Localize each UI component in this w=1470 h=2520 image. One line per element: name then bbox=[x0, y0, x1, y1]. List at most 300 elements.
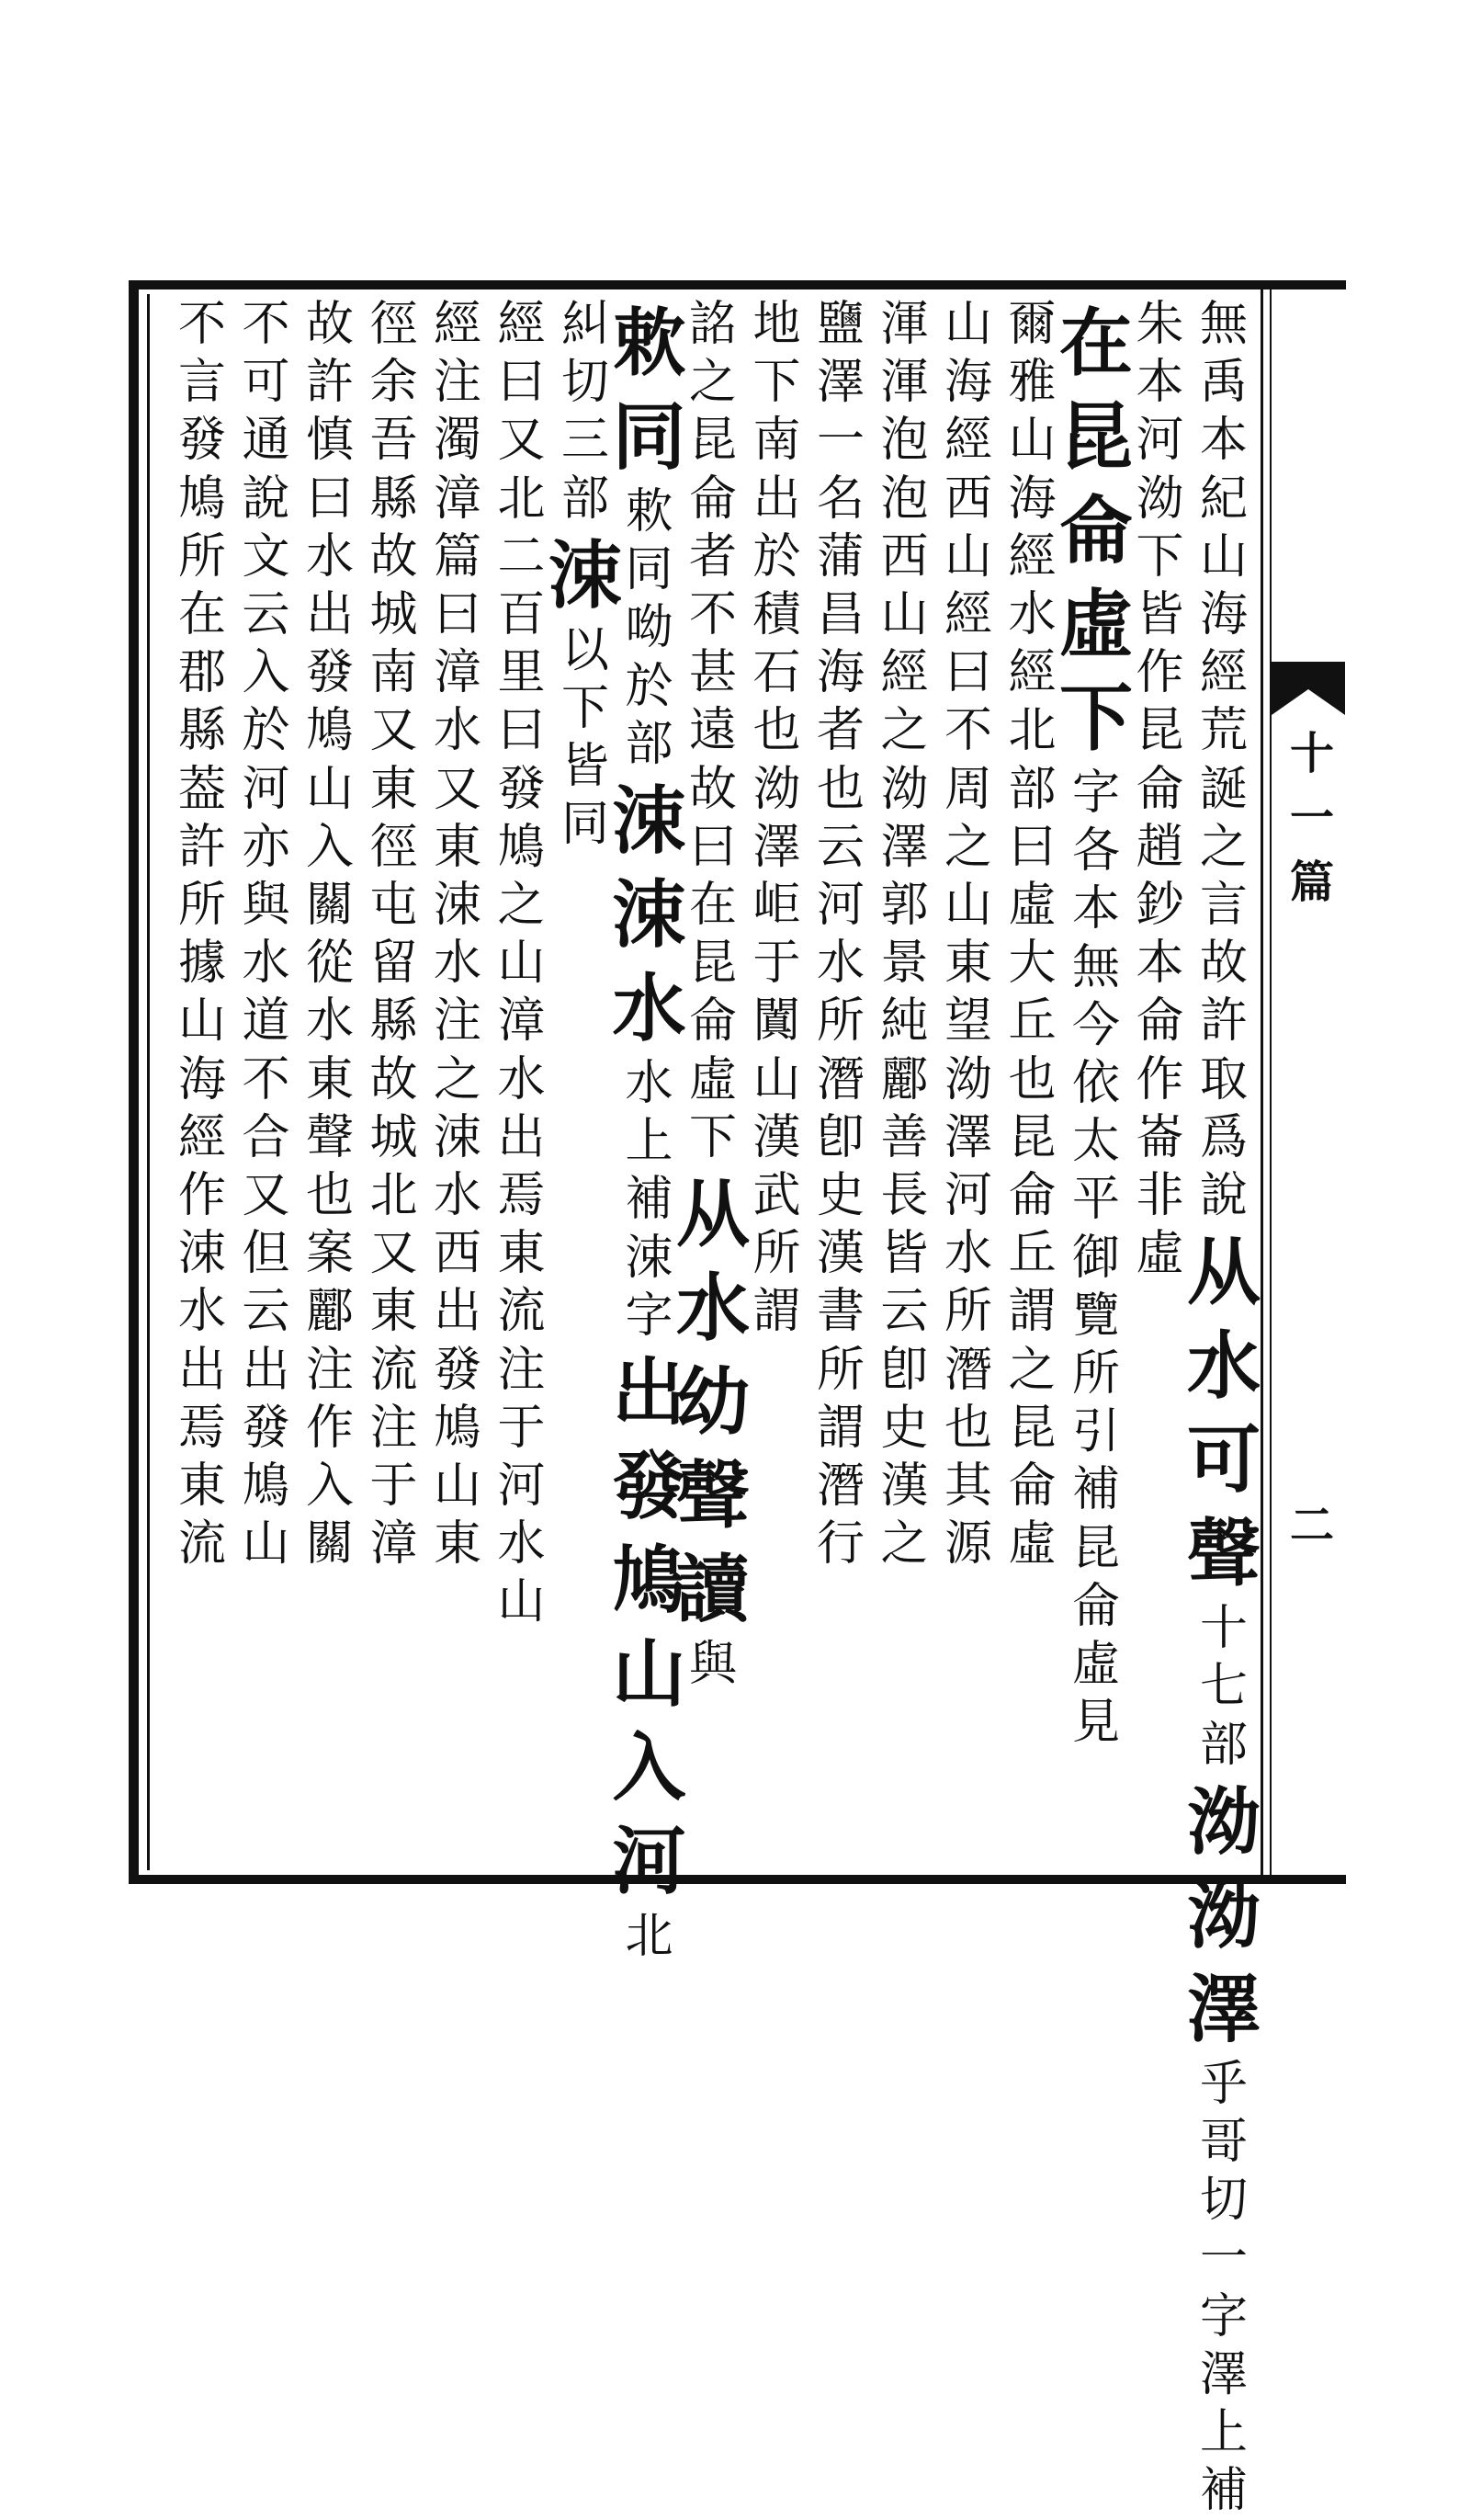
text-char: 水 bbox=[625, 1056, 673, 1112]
text-char: 出 bbox=[752, 471, 801, 527]
text-char: 泡 bbox=[880, 471, 929, 527]
text-char: 不 bbox=[242, 297, 290, 352]
text-char: 渾 bbox=[880, 297, 929, 352]
text-char: 北 bbox=[625, 1909, 673, 1965]
text-char: 漳 bbox=[433, 645, 481, 701]
headword-char: 下 bbox=[1059, 675, 1133, 761]
text-char: 經 bbox=[944, 413, 992, 469]
text-char: 潛 bbox=[816, 1051, 865, 1107]
text-char: 山 bbox=[880, 587, 929, 643]
text-char: 大 bbox=[1008, 936, 1057, 992]
text-char: 七 bbox=[1199, 1659, 1248, 1715]
text-char: 蒲 bbox=[816, 528, 865, 585]
text-char: 昆 bbox=[688, 413, 737, 469]
text-char: 昆 bbox=[688, 936, 737, 992]
text-char: 合 bbox=[242, 1109, 290, 1165]
text-char: 發 bbox=[242, 1400, 290, 1456]
fishtail-mark-icon bbox=[1272, 662, 1345, 715]
text-char: 也 bbox=[305, 1168, 354, 1224]
text-char: 曰 bbox=[497, 355, 546, 411]
text-char: 經 bbox=[1008, 528, 1057, 585]
text-column bbox=[1131, 296, 1190, 1283]
text-char: 同 bbox=[560, 797, 609, 853]
text-char: 焉 bbox=[497, 1168, 546, 1224]
text-char: 曰 bbox=[497, 703, 546, 759]
text-char: 涑 bbox=[625, 1230, 673, 1286]
text-char: 覽 bbox=[1071, 1288, 1120, 1344]
headword-char: 虛 bbox=[1059, 581, 1133, 667]
headword-char: 欶 bbox=[612, 300, 686, 386]
text-char: 吾 bbox=[369, 413, 418, 469]
text-char: 所 bbox=[816, 1342, 865, 1398]
text-char: 從 bbox=[305, 936, 354, 992]
text-column bbox=[428, 296, 487, 1573]
text-char: 史 bbox=[880, 1400, 929, 1456]
text-char: 所 bbox=[944, 1284, 992, 1340]
text-char: 又 bbox=[369, 1226, 418, 1282]
text-char: 流 bbox=[177, 1516, 226, 1572]
text-char: 言 bbox=[177, 355, 226, 411]
text-char: 本 bbox=[1071, 881, 1120, 937]
text-column bbox=[876, 296, 934, 1573]
text-char: 縣 bbox=[369, 993, 418, 1050]
text-char: 河 bbox=[1136, 413, 1184, 469]
text-char: 下 bbox=[752, 355, 801, 411]
text-char: 侖 bbox=[1136, 993, 1184, 1050]
text-char: 澤 bbox=[880, 819, 929, 875]
headword-char: 同 bbox=[612, 393, 686, 480]
text-char: 許 bbox=[1199, 993, 1248, 1050]
text-char: 下 bbox=[560, 681, 609, 737]
text-char: 書 bbox=[816, 1284, 865, 1340]
text-column bbox=[1059, 296, 1133, 1752]
text-char: 曰 bbox=[305, 471, 354, 527]
text-char: 又 bbox=[433, 761, 481, 817]
text-char: 鳩 bbox=[177, 471, 226, 527]
text-char: 關 bbox=[305, 878, 354, 934]
text-char: 本 bbox=[1136, 936, 1184, 992]
text-char: 經 bbox=[433, 297, 481, 352]
text-char: 南 bbox=[752, 413, 801, 469]
text-char: 通 bbox=[242, 413, 290, 469]
text-char: 泑 bbox=[944, 1051, 992, 1107]
text-char: 無 bbox=[1071, 939, 1120, 995]
text-char: 趙 bbox=[1136, 819, 1184, 875]
text-char: 山 bbox=[305, 761, 354, 817]
text-char: 鳩 bbox=[242, 1459, 290, 1515]
text-char: 在 bbox=[688, 878, 737, 934]
text-char: 注 bbox=[433, 355, 481, 411]
text-char: 岠 bbox=[752, 878, 801, 934]
text-char: 皆 bbox=[880, 1226, 929, 1282]
text-char: 云 bbox=[880, 1284, 929, 1340]
text-char: 澤 bbox=[752, 819, 801, 875]
text-char: 一 bbox=[816, 413, 865, 469]
text-char: 潛 bbox=[944, 1342, 992, 1398]
headword-char: 侖 bbox=[1059, 487, 1133, 573]
text-char: 發 bbox=[433, 1342, 481, 1398]
text-char: 之 bbox=[880, 703, 929, 759]
text-char: 鳩 bbox=[433, 1400, 481, 1456]
text-char: 泑 bbox=[1136, 471, 1184, 527]
text-column bbox=[939, 296, 998, 1573]
text-char: 之 bbox=[944, 819, 992, 875]
text-char: 武 bbox=[752, 1168, 801, 1224]
text-char: 見 bbox=[1071, 1695, 1120, 1751]
text-char: 入 bbox=[305, 1459, 354, 1515]
text-char: 北 bbox=[1008, 703, 1057, 759]
text-column bbox=[548, 296, 622, 855]
text-char: 丘 bbox=[1008, 1226, 1057, 1282]
text-char: 以 bbox=[560, 622, 609, 678]
text-char: 所 bbox=[816, 993, 865, 1050]
inner-border-line bbox=[147, 294, 150, 1870]
text-char: 皆 bbox=[1136, 587, 1184, 643]
text-char: 故 bbox=[369, 528, 418, 585]
text-char: 注 bbox=[497, 1342, 546, 1398]
text-char: 許 bbox=[305, 355, 354, 411]
text-char: 出 bbox=[242, 1342, 290, 1398]
text-char: 鳩 bbox=[497, 819, 546, 875]
text-char: 河 bbox=[497, 1459, 546, 1515]
text-char: 地 bbox=[752, 297, 801, 352]
text-char: 欶 bbox=[625, 484, 673, 539]
text-char: 據 bbox=[177, 936, 226, 992]
text-char: 慎 bbox=[305, 413, 354, 469]
text-char: 水 bbox=[1008, 587, 1057, 643]
text-char: 漳 bbox=[433, 471, 481, 527]
text-char: 關 bbox=[305, 1516, 354, 1572]
text-char: 昌 bbox=[816, 587, 865, 643]
headword-char: 从 bbox=[1187, 1229, 1261, 1316]
text-char: 又 bbox=[497, 413, 546, 469]
text-char: 澤 bbox=[1199, 2346, 1248, 2402]
text-char: 涑 bbox=[433, 1109, 481, 1165]
text-char: 西 bbox=[880, 528, 929, 585]
headword-char: 涑 bbox=[548, 531, 622, 619]
text-char: 縣 bbox=[177, 703, 226, 759]
text-char: 里 bbox=[497, 645, 546, 701]
text-column bbox=[1003, 296, 1062, 1573]
text-char: 云 bbox=[816, 819, 865, 875]
text-char: 行 bbox=[816, 1516, 865, 1572]
text-char: 南 bbox=[369, 645, 418, 701]
margin-title-char: 篇 bbox=[1289, 857, 1334, 908]
text-char: 經 bbox=[1199, 645, 1248, 701]
text-char: 經 bbox=[1008, 645, 1057, 701]
text-char: 也 bbox=[1008, 1051, 1057, 1107]
text-char: 水 bbox=[242, 936, 290, 992]
text-char: 徑 bbox=[369, 819, 418, 875]
text-char: 山 bbox=[177, 993, 226, 1050]
headword-char: 山 bbox=[612, 1630, 686, 1718]
text-char: 海 bbox=[177, 1051, 226, 1107]
text-char: 東 bbox=[944, 936, 992, 992]
margin-title-char: 一 bbox=[1289, 792, 1334, 844]
text-char: 酈 bbox=[880, 1051, 929, 1107]
text-char: 發 bbox=[177, 413, 226, 469]
text-char: 其 bbox=[944, 1459, 992, 1515]
text-char: 各 bbox=[1071, 823, 1120, 880]
text-char: 侖 bbox=[1136, 761, 1184, 817]
text-char: 三 bbox=[560, 413, 609, 469]
headword-char: 可 bbox=[1187, 1416, 1261, 1504]
text-char: 泡 bbox=[880, 413, 929, 469]
text-char: 純 bbox=[880, 993, 929, 1050]
text-char: 虛 bbox=[1071, 1637, 1120, 1693]
text-char: 於 bbox=[752, 528, 801, 585]
headword-char: 發 bbox=[612, 1443, 686, 1530]
text-char: 一 bbox=[1199, 2231, 1248, 2287]
text-char: 昆 bbox=[1008, 1109, 1057, 1165]
text-char: 山 bbox=[497, 936, 546, 992]
text-char: 郡 bbox=[177, 645, 226, 701]
text-char: 謂 bbox=[752, 1284, 801, 1340]
text-column bbox=[300, 296, 359, 1573]
text-char: 徑 bbox=[369, 297, 418, 352]
text-char: 也 bbox=[752, 703, 801, 759]
headword-char: 从 bbox=[676, 1171, 750, 1258]
text-char: 荒 bbox=[1199, 703, 1248, 759]
text-char: 遠 bbox=[688, 703, 737, 759]
text-char: 曰 bbox=[944, 645, 992, 701]
text-char: 依 bbox=[1071, 1056, 1120, 1112]
text-char: 故 bbox=[369, 1051, 418, 1107]
text-char: 可 bbox=[242, 355, 290, 411]
text-char: 在 bbox=[177, 587, 226, 643]
text-char: 之 bbox=[1199, 819, 1248, 875]
text-char: 補 bbox=[1071, 1462, 1120, 1518]
margin-title-char: 十 bbox=[1289, 728, 1334, 779]
headword-char: 昆 bbox=[1059, 393, 1133, 480]
headword-char: 涑 bbox=[612, 778, 686, 865]
text-char: 海 bbox=[816, 645, 865, 701]
headword-char: 出 bbox=[612, 1349, 686, 1436]
text-char: 出 bbox=[177, 1342, 226, 1398]
text-char: 上 bbox=[625, 1114, 673, 1170]
text-char: 涑 bbox=[177, 1226, 226, 1282]
text-char: 丘 bbox=[1008, 993, 1057, 1050]
headword-char: 在 bbox=[1059, 300, 1133, 386]
headword-char: 河 bbox=[612, 1818, 686, 1905]
text-char: 東 bbox=[369, 761, 418, 817]
text-char: 字 bbox=[625, 1288, 673, 1344]
text-char: 本 bbox=[1136, 355, 1184, 411]
text-char: 留 bbox=[369, 936, 418, 992]
text-char: 河 bbox=[944, 1168, 992, 1224]
text-char: 經 bbox=[177, 1109, 226, 1165]
headword-char: 涑 bbox=[612, 871, 686, 959]
text-char: 發 bbox=[305, 645, 354, 701]
text-char: 山 bbox=[242, 1516, 290, 1572]
headword-char: 聲 bbox=[1187, 1510, 1261, 1597]
text-column bbox=[676, 296, 750, 1694]
text-char: 之 bbox=[433, 1051, 481, 1107]
text-char: 水 bbox=[433, 1168, 481, 1224]
text-char: 之 bbox=[497, 878, 546, 934]
headword-char: 水 bbox=[1187, 1322, 1261, 1410]
text-char: 不 bbox=[688, 587, 737, 643]
text-char: 又 bbox=[242, 1168, 290, 1224]
text-char: 海 bbox=[944, 355, 992, 411]
text-char: 入 bbox=[242, 645, 290, 701]
text-char: 注 bbox=[305, 1342, 354, 1398]
text-char: 海 bbox=[1199, 587, 1248, 643]
text-char: 鹽 bbox=[816, 297, 865, 352]
text-char: 經 bbox=[944, 587, 992, 643]
text-char: 不 bbox=[177, 297, 226, 352]
text-char: 河 bbox=[816, 878, 865, 934]
text-char: 渾 bbox=[880, 355, 929, 411]
text-char: 二 bbox=[497, 528, 546, 585]
text-char: 侖 bbox=[1008, 1459, 1057, 1515]
text-char: 聲 bbox=[305, 1109, 354, 1165]
headword-char: 泑 bbox=[1187, 1871, 1261, 1958]
text-char: 非 bbox=[1136, 1168, 1184, 1224]
text-char: 經 bbox=[497, 297, 546, 352]
text-char: 出 bbox=[305, 587, 354, 643]
text-char: 之 bbox=[880, 1516, 929, 1572]
text-char: 又 bbox=[369, 703, 418, 759]
text-char: 之 bbox=[1008, 1342, 1057, 1398]
text-char: 東 bbox=[433, 819, 481, 875]
text-char: 東 bbox=[433, 1516, 481, 1572]
text-char: 昆 bbox=[1136, 703, 1184, 759]
text-char: 虛 bbox=[1136, 1226, 1184, 1282]
text-char: 謂 bbox=[1008, 1284, 1057, 1340]
text-char: 云 bbox=[242, 587, 290, 643]
text-char: 皆 bbox=[560, 739, 609, 795]
text-char: 泑 bbox=[880, 761, 929, 817]
text-column bbox=[237, 296, 296, 1573]
text-char: 長 bbox=[880, 1168, 929, 1224]
text-char: 于 bbox=[752, 936, 801, 992]
text-char: 與 bbox=[688, 1637, 737, 1693]
text-char: 侖 bbox=[1008, 1168, 1057, 1224]
text-char: 焉 bbox=[177, 1400, 226, 1456]
text-char: 水 bbox=[433, 936, 481, 992]
text-char: 故 bbox=[688, 761, 737, 817]
text-char: 說 bbox=[242, 471, 290, 527]
text-char: 山 bbox=[433, 1459, 481, 1515]
text-char: 葢 bbox=[177, 761, 226, 817]
text-char: 切 bbox=[560, 355, 609, 411]
text-char: 部 bbox=[560, 471, 609, 527]
text-char: 鈔 bbox=[1136, 878, 1184, 934]
text-char: 乎 bbox=[1199, 2056, 1248, 2112]
text-char: 部 bbox=[1199, 1717, 1248, 1773]
text-char: 卽 bbox=[816, 1109, 865, 1165]
text-char: 作 bbox=[1136, 1051, 1184, 1107]
headword-char: 水 bbox=[612, 965, 686, 1052]
text-char: 縣 bbox=[369, 471, 418, 527]
text-char: 切 bbox=[1199, 2173, 1248, 2229]
text-char: 許 bbox=[177, 819, 226, 875]
text-char: 字 bbox=[1199, 2288, 1248, 2344]
text-char: 於 bbox=[242, 703, 290, 759]
text-char: 下 bbox=[688, 1109, 737, 1165]
text-char: 名 bbox=[816, 471, 865, 527]
text-char: 流 bbox=[497, 1284, 546, 1340]
headword-char: 幼 bbox=[676, 1358, 750, 1446]
text-char: 注 bbox=[369, 1400, 418, 1456]
text-char: 故 bbox=[305, 297, 354, 352]
text-char: 涑 bbox=[433, 878, 481, 934]
text-char: 東 bbox=[177, 1459, 226, 1515]
text-char: 水 bbox=[816, 936, 865, 992]
text-char: 引 bbox=[1071, 1404, 1120, 1460]
text-char: 之 bbox=[688, 355, 737, 411]
text-char: 爲 bbox=[1199, 1109, 1248, 1165]
text-char: 作 bbox=[305, 1400, 354, 1456]
text-char: 北 bbox=[497, 471, 546, 527]
text-char: 城 bbox=[369, 1109, 418, 1165]
text-column bbox=[173, 296, 232, 1573]
text-char: 十 bbox=[1199, 1601, 1248, 1657]
text-char: 山 bbox=[497, 1574, 546, 1630]
text-char: 海 bbox=[1008, 471, 1057, 527]
text-char: 卽 bbox=[880, 1342, 929, 1398]
text-char: 石 bbox=[752, 645, 801, 701]
text-char: 河 bbox=[242, 761, 290, 817]
text-char: 哥 bbox=[1199, 2115, 1248, 2171]
text-char: 無 bbox=[1199, 297, 1248, 352]
text-char: 源 bbox=[944, 1516, 992, 1572]
text-char: 作 bbox=[1136, 645, 1184, 701]
text-char: 案 bbox=[305, 1226, 354, 1282]
text-char: 但 bbox=[242, 1226, 290, 1282]
text-char: 詺 bbox=[688, 297, 737, 352]
text-char: 史 bbox=[816, 1168, 865, 1224]
headword-char: 澤 bbox=[1187, 1965, 1261, 2052]
text-char: 周 bbox=[944, 761, 992, 817]
text-char: 爾 bbox=[1008, 297, 1057, 352]
text-char: 虛 bbox=[1008, 1516, 1057, 1572]
text-char: 者 bbox=[816, 703, 865, 759]
text-char: 酈 bbox=[305, 1284, 354, 1340]
text-column bbox=[1187, 296, 1261, 2520]
text-char: 景 bbox=[880, 936, 929, 992]
text-char: 誕 bbox=[1199, 761, 1248, 817]
text-column bbox=[365, 296, 424, 1573]
text-char: 所 bbox=[177, 878, 226, 934]
text-char: 漢 bbox=[752, 1109, 801, 1165]
text-char: 所 bbox=[177, 528, 226, 585]
text-char: 崙 bbox=[1136, 1109, 1184, 1165]
text-char: 文 bbox=[242, 528, 290, 585]
headword-char: 水 bbox=[676, 1265, 750, 1352]
text-char: 東 bbox=[497, 1226, 546, 1282]
fold-line-inner bbox=[1270, 289, 1272, 1875]
text-char: 山 bbox=[944, 878, 992, 934]
text-char: 水 bbox=[944, 1226, 992, 1282]
text-char: 者 bbox=[688, 528, 737, 585]
text-char: 漳 bbox=[497, 993, 546, 1050]
text-char: 水 bbox=[433, 703, 481, 759]
text-char: 不 bbox=[242, 1051, 290, 1107]
text-char: 山 bbox=[752, 1051, 801, 1107]
text-char: 水 bbox=[497, 1516, 546, 1572]
text-char: 發 bbox=[497, 761, 546, 817]
text-char: 甚 bbox=[688, 645, 737, 701]
text-char: 于 bbox=[369, 1459, 418, 1515]
text-char: 山 bbox=[1008, 413, 1057, 469]
text-char: 經 bbox=[880, 645, 929, 701]
text-char: 流 bbox=[369, 1342, 418, 1398]
text-char: 云 bbox=[242, 1284, 290, 1340]
text-char: 太 bbox=[1071, 1114, 1120, 1170]
text-char: 與 bbox=[242, 878, 290, 934]
